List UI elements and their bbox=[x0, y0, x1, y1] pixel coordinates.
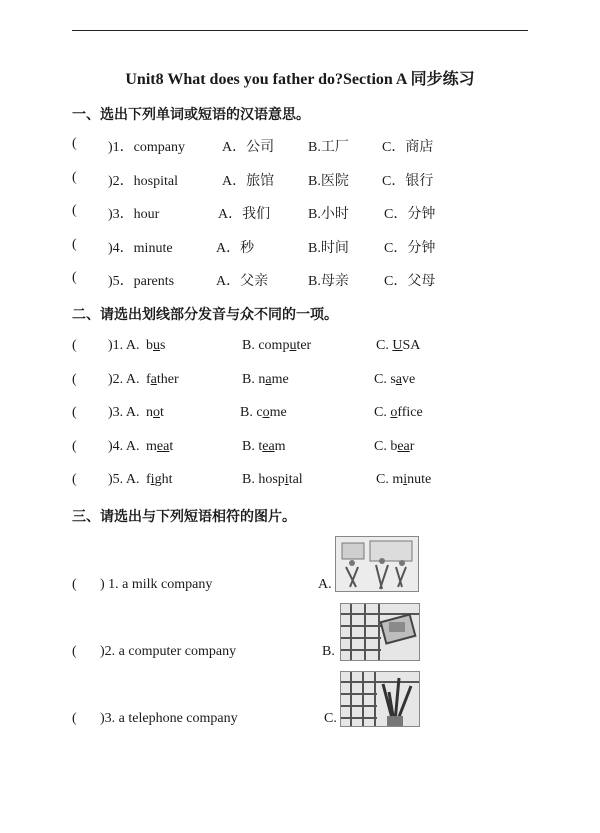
s2-row-1 bbox=[72, 338, 542, 358]
milk-company-picture bbox=[335, 536, 419, 592]
answer-paren[interactable]: ( bbox=[72, 203, 77, 218]
option-a: A．秒 bbox=[216, 241, 255, 256]
answer-paren[interactable]: ( bbox=[72, 136, 77, 151]
plant-in-office-illustration bbox=[341, 672, 419, 726]
option-c: C．商店 bbox=[382, 140, 434, 155]
option-b: B. come bbox=[240, 405, 287, 420]
s3-row-3 bbox=[72, 711, 542, 731]
picture-letter: C. bbox=[324, 711, 337, 726]
option-c: C．分钟 bbox=[384, 241, 436, 256]
section3-heading: 三、请选出与下列短语相符的图片。 bbox=[72, 509, 296, 525]
s1-row-1 bbox=[72, 136, 542, 156]
option-b: B. computer bbox=[242, 338, 312, 353]
answer-paren[interactable]: ( bbox=[72, 644, 77, 659]
dairy-workers-illustration bbox=[336, 537, 418, 591]
item-phrase: )3. a telephone company bbox=[100, 711, 238, 726]
s3-row-2 bbox=[72, 644, 542, 664]
s2-row-5 bbox=[72, 472, 542, 492]
option-b: B.小时 bbox=[308, 207, 349, 222]
item-number: )2. A. bbox=[108, 372, 140, 387]
item-phrase: ) 1. a milk company bbox=[100, 577, 213, 592]
option-a: A．旅馆 bbox=[222, 174, 275, 189]
option-b: B. name bbox=[242, 372, 289, 387]
option-a: A．公司 bbox=[222, 140, 275, 155]
answer-paren[interactable]: ( bbox=[72, 472, 77, 487]
picture-letter: A. bbox=[318, 577, 332, 592]
s1-row-5 bbox=[72, 270, 542, 290]
option-c: C. office bbox=[374, 405, 423, 420]
option-a: fight bbox=[146, 472, 173, 487]
item-number: )5. A. bbox=[108, 472, 140, 487]
answer-paren[interactable]: ( bbox=[72, 170, 77, 185]
option-b: B.时间 bbox=[308, 241, 349, 256]
option-a: A．我们 bbox=[218, 207, 271, 222]
s2-row-3 bbox=[72, 405, 542, 425]
item-phrase: )2. a computer company bbox=[100, 644, 237, 659]
item-word: )2．hospital bbox=[108, 174, 178, 189]
option-b: B. hospital bbox=[242, 472, 303, 487]
item-number: )4. A. bbox=[108, 439, 140, 454]
option-b: B. team bbox=[242, 439, 286, 454]
page-title: Unit8 What does you father do?Section A 同步练习 bbox=[125, 71, 475, 88]
option-a: meat bbox=[146, 439, 174, 454]
picture-letter: B. bbox=[322, 644, 335, 659]
answer-paren[interactable]: ( bbox=[72, 338, 77, 353]
option-c: C．银行 bbox=[382, 174, 434, 189]
s1-row-4 bbox=[72, 237, 542, 257]
option-c: C. save bbox=[374, 372, 416, 387]
answer-paren[interactable]: ( bbox=[72, 372, 77, 387]
s1-row-2 bbox=[72, 170, 542, 190]
s2-row-2 bbox=[72, 372, 542, 392]
item-word: )1．company bbox=[108, 140, 185, 155]
section2-heading: 二、请选出划线部分发音与众不同的一项。 bbox=[72, 307, 338, 323]
option-a: A．父亲 bbox=[216, 274, 269, 289]
answer-paren[interactable]: ( bbox=[72, 405, 77, 420]
phone-on-desk-illustration bbox=[341, 604, 419, 660]
s2-row-4 bbox=[72, 439, 542, 459]
option-b: B.母亲 bbox=[308, 274, 349, 289]
option-b: B.医院 bbox=[308, 174, 349, 189]
answer-paren[interactable]: ( bbox=[72, 439, 77, 454]
top-rule bbox=[72, 30, 528, 31]
answer-paren[interactable]: ( bbox=[72, 577, 77, 592]
option-b: B.工厂 bbox=[308, 140, 349, 155]
option-c: C. USA bbox=[376, 338, 421, 353]
answer-paren[interactable]: ( bbox=[72, 237, 77, 252]
option-a: not bbox=[146, 405, 164, 420]
computer-company-picture bbox=[340, 603, 420, 661]
item-word: )4．minute bbox=[108, 241, 173, 256]
section1-heading: 一、选出下列单词或短语的汉语意思。 bbox=[72, 107, 310, 123]
telephone-company-picture bbox=[340, 671, 420, 727]
item-number: )1. A. bbox=[108, 338, 140, 353]
item-number: )3. A. bbox=[108, 405, 140, 420]
option-c: C. bear bbox=[374, 439, 415, 454]
item-word: )3．hour bbox=[108, 207, 160, 222]
option-c: C．父母 bbox=[384, 274, 436, 289]
option-c: C．分钟 bbox=[384, 207, 436, 222]
option-a: bus bbox=[146, 338, 166, 353]
option-c: C. minute bbox=[376, 472, 432, 487]
s1-row-3 bbox=[72, 203, 542, 223]
s3-row-1 bbox=[72, 577, 542, 597]
answer-paren[interactable]: ( bbox=[72, 270, 77, 285]
answer-paren[interactable]: ( bbox=[72, 711, 77, 726]
item-word: )5．parents bbox=[108, 274, 175, 289]
option-a: father bbox=[146, 372, 179, 387]
